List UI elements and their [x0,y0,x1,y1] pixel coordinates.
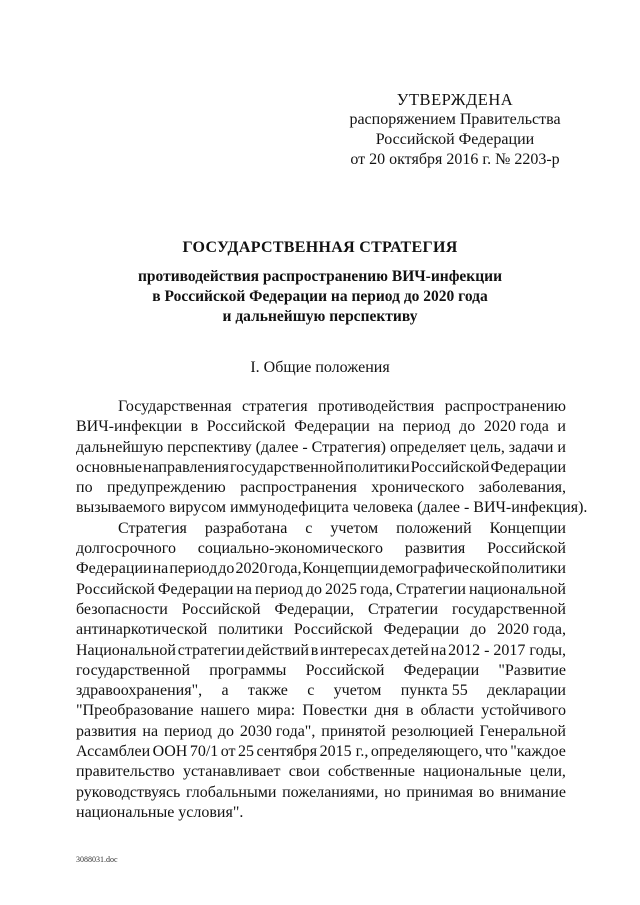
word: от [220,743,236,761]
word: Федерации [76,560,152,578]
approval-government: Российской Федерации [375,131,535,148]
word: предупреждению [107,479,226,497]
paragraph-line [76,438,566,458]
paragraph-line [76,458,566,478]
paragraph [76,519,566,823]
word: на [152,560,169,578]
word: пункта 55 [400,682,468,700]
word: на [142,722,159,740]
word: 2025 [324,580,357,598]
word: развития [404,540,466,558]
section-heading: I. Общие положения [250,359,390,376]
word: национальные [423,763,522,781]
word: области [420,702,475,720]
word: цель, [469,438,505,456]
document-title-block [60,238,580,327]
word: период [255,580,303,598]
word: Федерации [157,580,234,598]
word: до [218,560,235,578]
word: действий [246,641,309,659]
word: что [484,743,508,761]
word: - [302,438,308,456]
word: Национальной [76,641,176,659]
word: Российской [410,458,490,476]
paragraph-line [76,681,566,701]
word: долгосрочного [76,540,176,558]
word: стратегии [177,641,245,659]
word: во [478,783,495,801]
document-subtitle [60,267,580,327]
word: но [384,783,401,801]
word: дальнейшую [76,438,164,456]
word: Российской [487,540,566,558]
word: сентября [256,743,318,761]
word: и [557,418,566,436]
word: принимая [406,783,474,801]
paragraph-line [76,559,566,579]
word: Российской [181,600,261,618]
word: разработана [204,519,288,537]
word: на [430,641,447,659]
word: Федерации [294,418,370,436]
word: 2020 года [483,418,549,436]
word: цели, [529,763,566,781]
word: противодействия [318,398,435,415]
word: вызываемого вирусом иммунодефицита человека (далее - ВИЧ-инфекция). [76,499,588,517]
word: свои [288,763,320,781]
word: устойчивого [481,702,566,720]
word: нашего [200,702,250,720]
word: а [221,682,229,700]
word: пожеланиями, [282,783,379,801]
word: детей [390,641,429,659]
word: ООН [152,743,188,761]
word: на [236,580,253,598]
document-body [76,397,588,823]
word: в [310,641,319,659]
paragraph-line [76,397,566,417]
paragraph-line [76,478,566,498]
word: года, [359,580,393,598]
word: 2020 [235,560,268,578]
word: определяет [389,438,466,456]
word: "Развитие [498,661,566,679]
word: Федерации [490,458,566,476]
paragraph-line [76,519,566,539]
paragraph-line [76,641,566,661]
word: дня [374,702,399,720]
word: развития [76,722,137,740]
word: Российской [76,580,155,598]
subtitle-line: в Российской Федерации на период до 2020 года [152,288,488,305]
word: Российской [305,661,385,679]
approval-stamp [330,90,580,170]
word: с [305,519,313,537]
word: в [190,418,199,436]
word: безопасности [76,600,168,618]
paragraph-line [76,600,566,620]
word: политики [501,560,566,578]
word: определяющего, [370,743,483,761]
paragraph-line [76,762,566,782]
word: декларации [487,682,566,700]
word: Концепции [489,519,566,537]
word: программы [209,661,287,679]
word: устанавливает [182,763,281,781]
word: политики [344,458,410,476]
word: положений [396,519,472,537]
subtitle-line: противодействия распространению ВИЧ-инфекции [137,268,503,285]
word: Федерации [383,621,460,639]
word: распространению [444,398,566,415]
subtitle-line: и дальнейшую перспективу [222,308,418,325]
word: стратегия [242,398,308,415]
document-title: ГОСУДАРСТВЕННАЯ СТРАТЕГИЯ [182,239,458,256]
word: Государственная [118,398,232,415]
word: до [305,580,323,598]
word: на [378,418,395,436]
word: правительство [76,763,175,781]
word: политики [218,621,284,639]
word: по [76,479,93,497]
word: внимание [499,783,566,801]
paragraph-line [76,701,566,721]
paragraph-line [76,661,566,681]
word: до [217,722,234,740]
word: Стратегия [118,519,187,537]
word: распространения [240,479,357,497]
word: 25 [238,743,255,761]
word: национальные условия". [76,803,244,821]
word: перспективу [167,438,252,456]
footer-doc-id: 3088031.doc [76,855,118,864]
word: Концепции [302,560,379,578]
word: принятой [321,722,386,740]
word: Российской [206,418,286,436]
word: Российской [293,621,373,639]
word: Стратегия) [311,438,386,456]
word: Генеральной [479,722,566,740]
word: Федерации, [274,600,355,618]
approval-date: от 20 октября 2016 г. № 2203-р [350,151,560,168]
word: 2030 года", [239,722,316,740]
word: задачи [508,438,554,456]
paragraph-line [76,417,566,437]
word: государственной [76,661,191,679]
word: хронического [371,479,465,497]
word: Повестки [302,702,368,720]
word: Стратегии [395,580,466,598]
word: в [405,702,414,720]
word: Ассамблеи [76,743,151,761]
word: учетом [333,682,382,700]
paragraph-line [76,742,566,762]
approval-title: УТВЕРЖДЕНА [396,90,514,109]
word: 2012 - 2017 годы, [448,641,566,659]
word: "каждое [510,743,566,761]
word: здравоохранения", [76,682,203,700]
paragraph-line [76,620,566,640]
paragraph-line [76,539,566,559]
word: демографической [379,560,501,578]
paragraph-line [76,722,566,742]
word: период [402,418,451,436]
paragraph-line [76,580,566,600]
approval-by: распоряжением Правительства [349,111,561,128]
word: заболевания, [478,479,566,497]
word: социально-экономического [197,540,383,558]
word: руководствуясь [76,783,181,801]
word: мира: [256,702,296,720]
paragraph-line [76,498,588,518]
word: государственной [451,600,566,618]
word: также [247,682,288,700]
paragraph [76,397,588,519]
word: года, [268,560,302,578]
word: 2015 г., [319,743,369,761]
word: антинаркотической [76,621,208,639]
word: до [459,418,476,436]
word: 2020 года, [497,621,566,639]
word: направления [142,458,229,476]
word: до [470,621,487,639]
paragraph-line [76,783,566,803]
word: "Преобразование [76,702,194,720]
word: ВИЧ-инфекции [76,418,183,436]
word: интересах [320,641,390,659]
word: период [163,722,212,740]
word: государственной [229,458,344,476]
word: Федерации [403,661,480,679]
word: 70/1 [189,743,219,761]
word: период [169,560,218,578]
word: резолюцией [391,722,474,740]
word: с [307,682,315,700]
word: основные [76,458,143,476]
word: национальной [468,580,566,598]
word: учетом [330,519,379,537]
paragraph-line [76,803,566,823]
word: (далее [255,438,299,456]
word: и [557,438,566,456]
word: собственные [328,763,415,781]
word: Стратегии [367,600,439,618]
word: глобальными [186,783,277,801]
